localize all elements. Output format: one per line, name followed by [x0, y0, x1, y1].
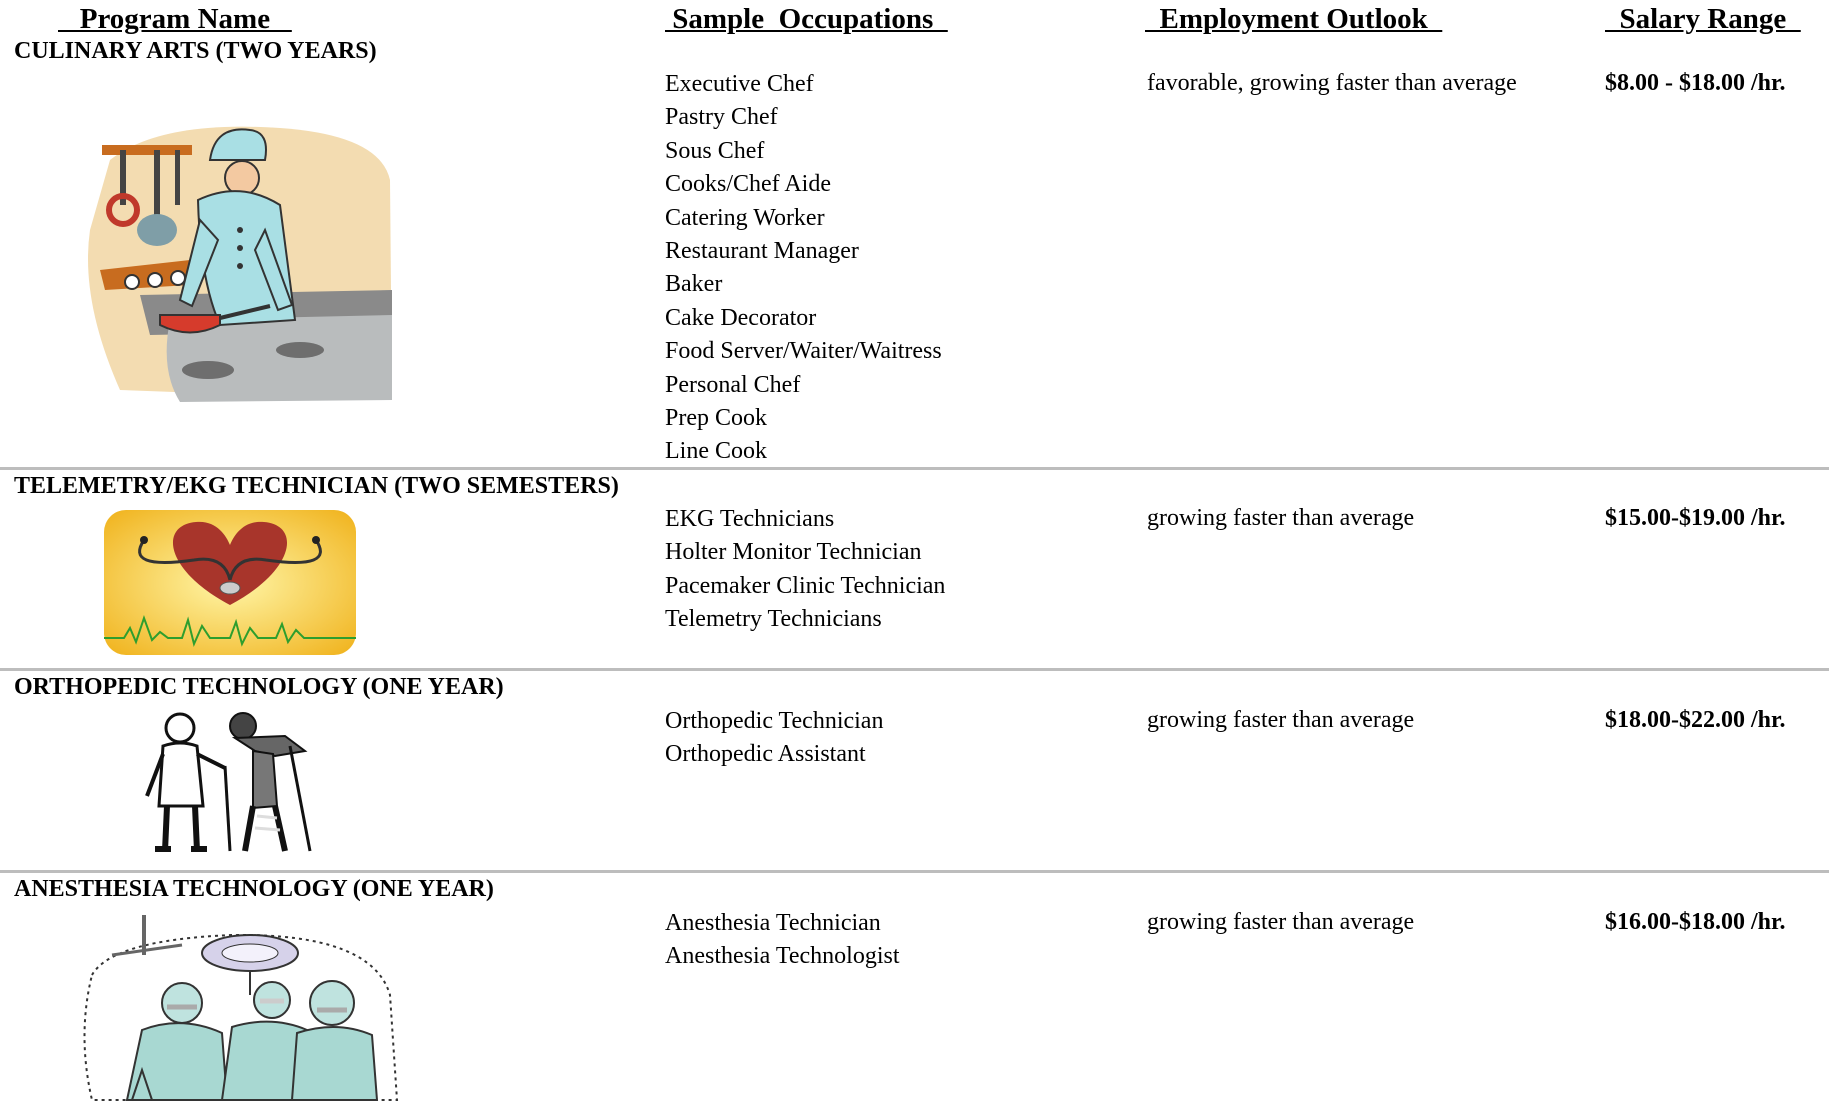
- surgical-team-clipart: [72, 915, 402, 1105]
- list-item: Food Server/Waiter/Waitress: [665, 338, 942, 365]
- list-item: Anesthesia Technologist: [665, 943, 900, 970]
- outlook-orthopedic: growing faster than average: [1147, 707, 1415, 733]
- program-title-culinary-arts: CULINARY ARTS (TWO YEARS): [14, 38, 377, 64]
- list-item: Sous Chef: [665, 137, 765, 164]
- list-item: Orthopedic Assistant: [665, 741, 866, 768]
- header-employment-outlook: Employment Outlook: [1145, 3, 1443, 35]
- occupation-list-culinary: [665, 68, 942, 469]
- occupation-list-telemetry: [665, 503, 945, 637]
- header-salary-range: Salary Range: [1605, 3, 1801, 35]
- list-item: Executive Chef: [665, 71, 814, 97]
- list-item: Prep Cook: [665, 405, 767, 432]
- list-item: Cooks/Chef Aide: [665, 171, 831, 198]
- list-item: Baker: [665, 271, 723, 298]
- section-divider: [0, 467, 1829, 470]
- program-title-telemetry-ekg: TELEMETRY/EKG TECHNICIAN (TWO SEMESTERS): [14, 473, 619, 499]
- outlook-culinary: favorable, growing faster than average: [1147, 70, 1517, 96]
- list-item: Cake Decorator: [665, 304, 817, 331]
- salary-anesthesia: $16.00-$18.00 /hr.: [1605, 909, 1786, 935]
- list-item: Anesthesia Technician: [665, 910, 881, 936]
- occupation-list-orthopedic: [665, 705, 883, 772]
- salary-orthopedic: $18.00-$22.00 /hr.: [1605, 707, 1786, 733]
- list-item: Holter Monitor Technician: [665, 539, 922, 566]
- salary-telemetry: $15.00-$19.00 /hr.: [1605, 505, 1786, 531]
- heart-stethoscope-ekg-clipart: [104, 510, 356, 655]
- section-divider: [0, 870, 1829, 873]
- chef-cooking-clipart: [80, 120, 400, 402]
- list-item: Personal Chef: [665, 371, 801, 398]
- list-item: Telemetry Technicians: [665, 606, 882, 633]
- list-item: Line Cook: [665, 438, 767, 465]
- doctor-patient-crutches-clipart: [125, 706, 335, 856]
- header-program-name: Program Name: [58, 3, 292, 35]
- list-item: EKG Technicians: [665, 506, 835, 532]
- program-title-orthopedic: ORTHOPEDIC TECHNOLOGY (ONE YEAR): [14, 674, 504, 700]
- outlook-telemetry: growing faster than average: [1147, 505, 1415, 531]
- list-item: Orthopedic Technician: [665, 708, 884, 734]
- salary-culinary: $8.00 - $18.00 /hr.: [1605, 70, 1786, 96]
- program-title-anesthesia: ANESTHESIA TECHNOLOGY (ONE YEAR): [14, 876, 494, 902]
- section-divider: [0, 668, 1829, 671]
- list-item: Catering Worker: [665, 204, 825, 231]
- outlook-anesthesia: growing faster than average: [1147, 909, 1415, 935]
- list-item: Pastry Chef: [665, 104, 778, 131]
- header-sample-occupations: Sample Occupations: [665, 3, 948, 35]
- list-item: Restaurant Manager: [665, 238, 859, 265]
- occupation-list-anesthesia: [665, 907, 900, 974]
- list-item: Pacemaker Clinic Technician: [665, 572, 946, 599]
